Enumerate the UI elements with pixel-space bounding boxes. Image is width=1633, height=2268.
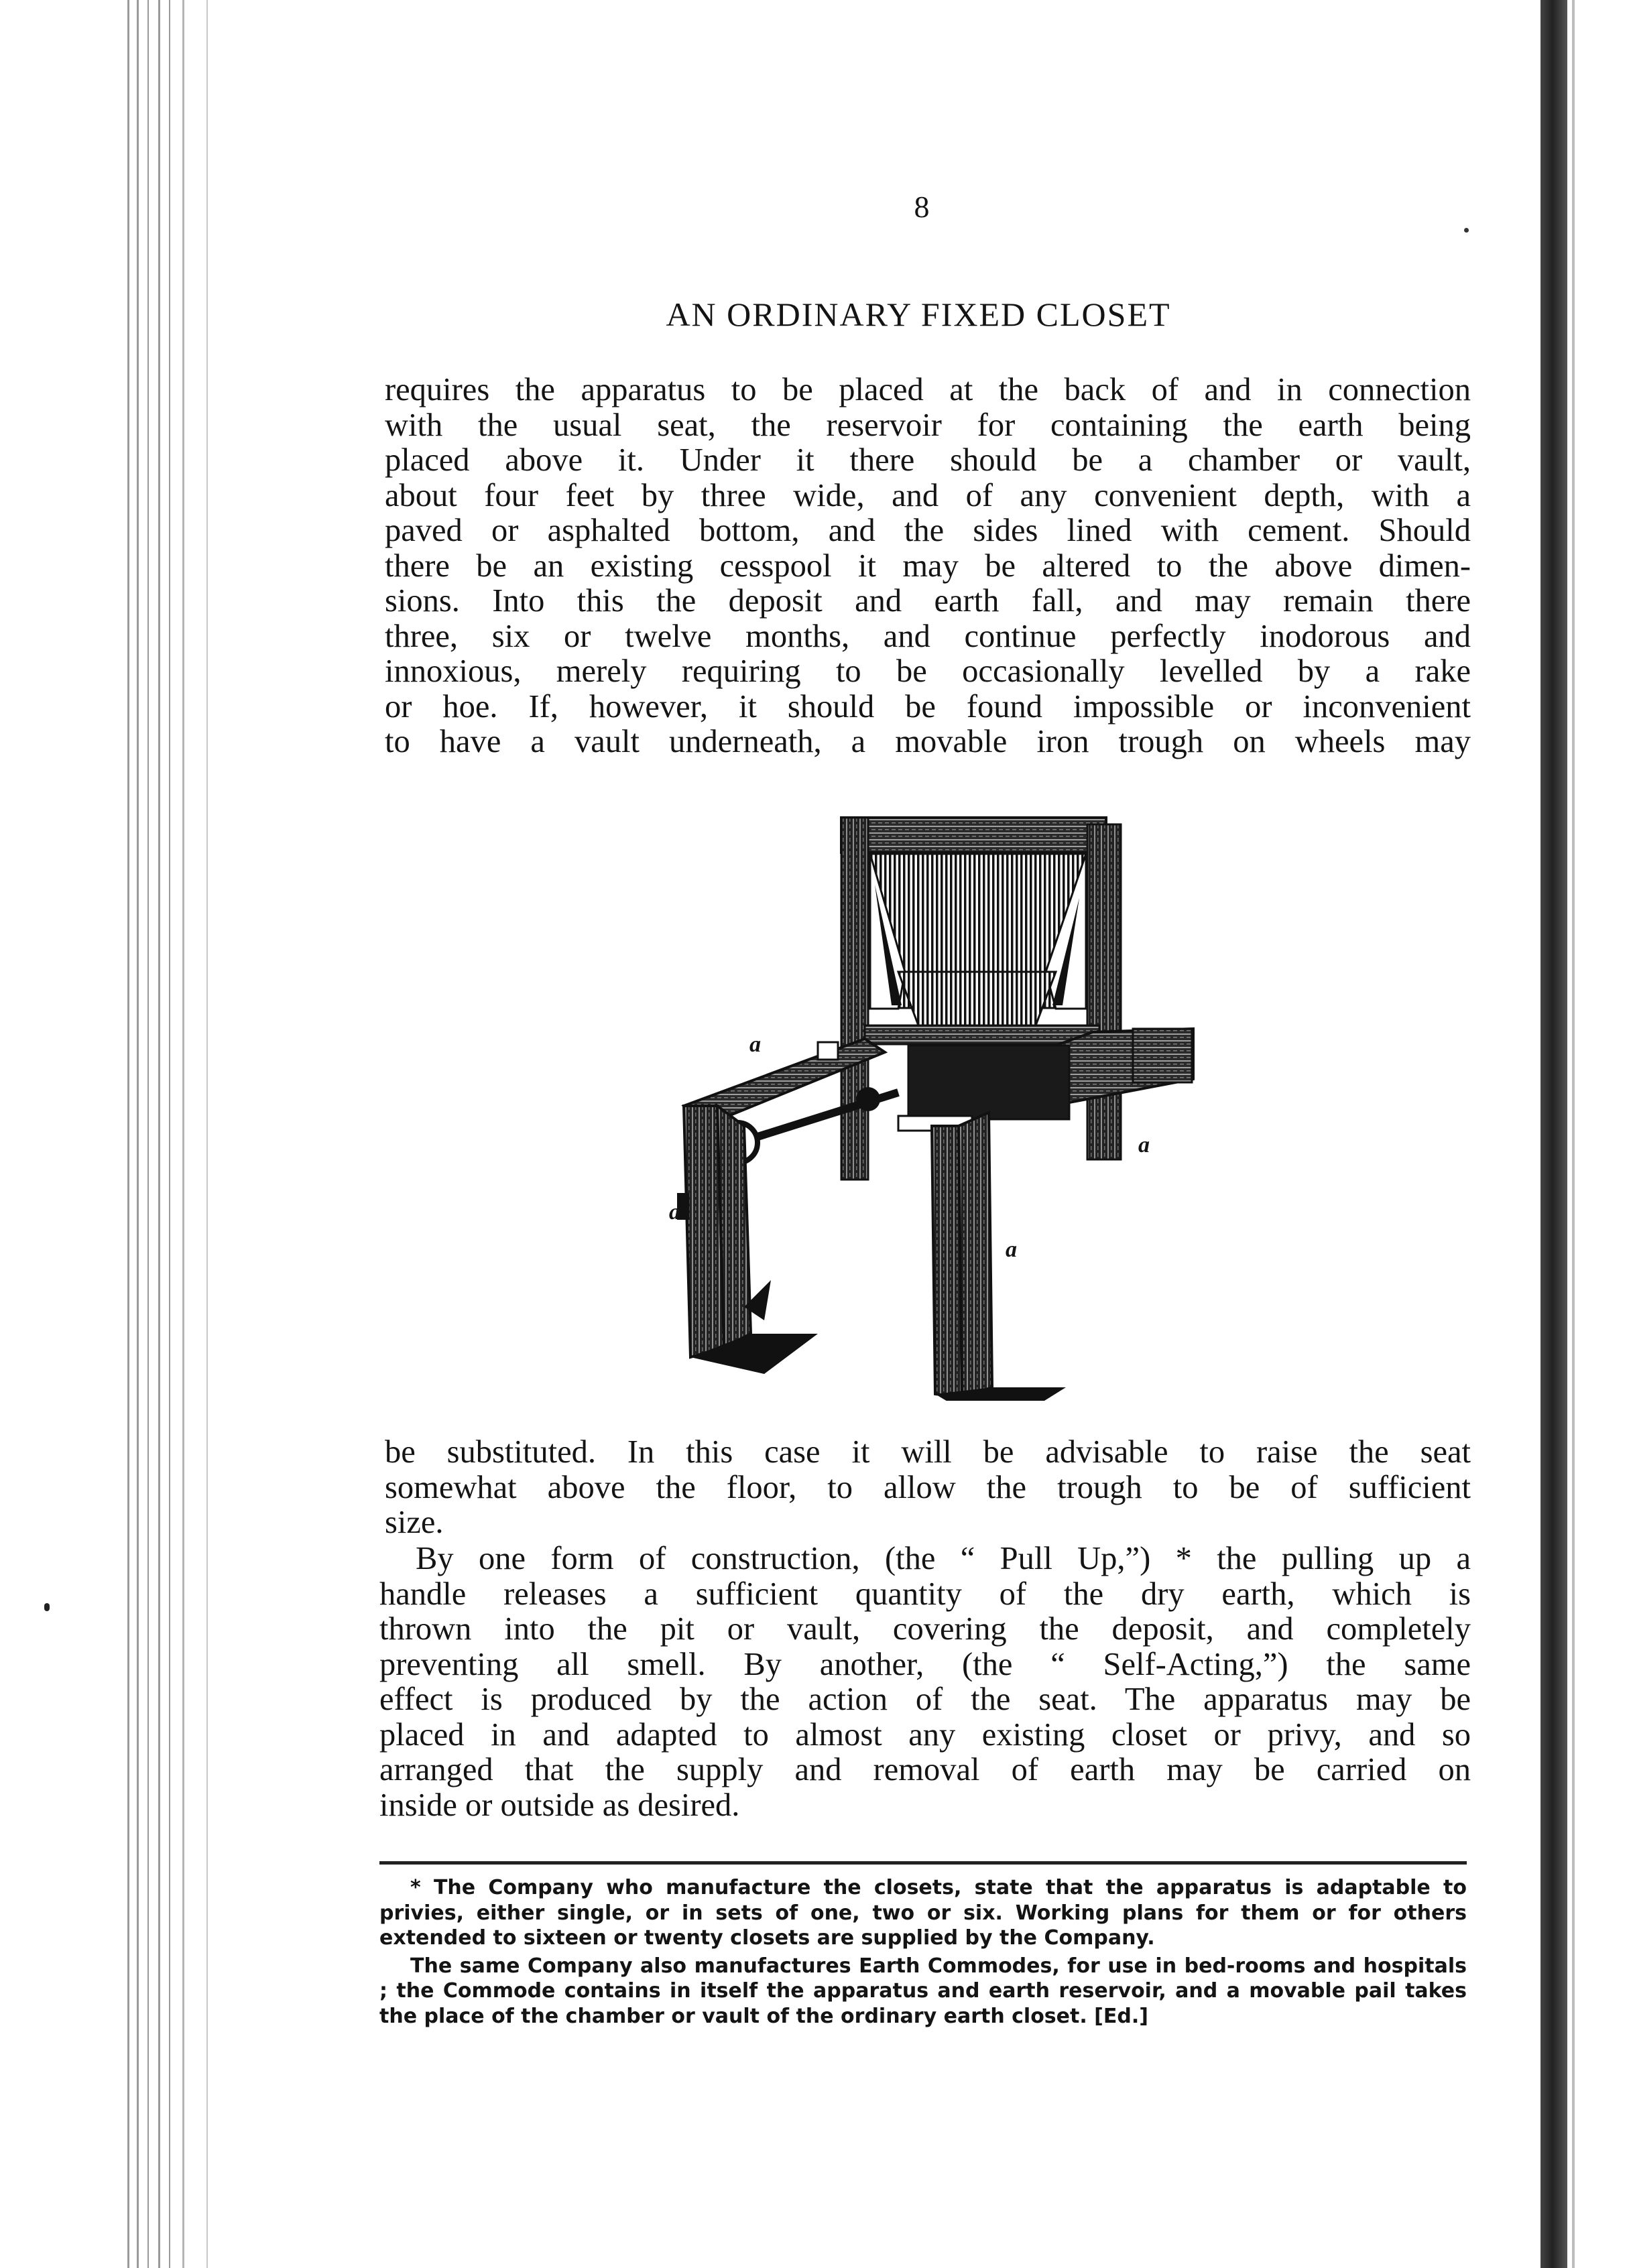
text-line: placed in and adapted to almost any existing closet or privy, and so bbox=[379, 1716, 1471, 1753]
text-line: there be an existing cesspool it may be altered to the above dimen- bbox=[385, 548, 1471, 584]
text-line: requires the apparatus to be placed at the back of and in connection bbox=[385, 372, 1471, 407]
text-line: preventing all smell. By another, (the “ Self-Acting,”) the same bbox=[379, 1646, 1471, 1682]
right-binding-shadow bbox=[1540, 0, 1567, 2268]
text-line: placed above it. Under it there should be a chamber or vault, bbox=[385, 442, 1471, 478]
footnote-divider bbox=[379, 1861, 1467, 1865]
text-line: sions. Into this the deposit and earth fall, and may remain there bbox=[385, 583, 1471, 619]
figure-label: a bbox=[749, 1032, 761, 1057]
page-number: 8 bbox=[914, 190, 930, 224]
text-line: about four feet by three wide, and of any convenient depth, with a bbox=[385, 477, 1471, 513]
text-line: handle releases a sufficient quantity of the dry earth, which is bbox=[379, 1576, 1471, 1612]
text-line: to have a vault underneath, a movable iron trough on wheels may bbox=[385, 724, 1471, 759]
footnote-2: The same Company also manufactures Earth Commodes, for use in bed-rooms and hospitals ; the Commode contains in itself the apparatus and earth reservoir, and a movable pail takes the place of the chamber or vault of the ordinary earth closet. [Ed.] bbox=[379, 1954, 1467, 2028]
closet-apparatus-illustration bbox=[664, 811, 1200, 1401]
text-line: innoxious, merely requiring to be occasionally levelled by a rake bbox=[385, 653, 1471, 689]
text-line: somewhat above the floor, to allow the trough to be of sufficient bbox=[385, 1469, 1471, 1505]
figure-label: a bbox=[1006, 1237, 1017, 1262]
text-line: effect is produced by the action of the seat. The apparatus may be bbox=[379, 1682, 1471, 1717]
right-page-edge bbox=[1572, 0, 1575, 2268]
text-line: or hoe. If, however, it should be found impossible or inconvenient bbox=[385, 688, 1471, 724]
paragraph-1 bbox=[385, 373, 1471, 760]
text-line: By one form of construction, (the “ Pull Up,”) * the pulling up a bbox=[416, 1541, 1471, 1576]
section-heading: AN ORDINARY FIXED CLOSET bbox=[666, 296, 1171, 333]
text-line: thrown into the pit or vault, covering the deposit, and completely bbox=[379, 1611, 1471, 1647]
paragraph-2 bbox=[385, 1435, 1471, 1541]
text-line: arranged that the supply and removal of earth may be carried on bbox=[379, 1752, 1471, 1787]
figure-label: a bbox=[1138, 1133, 1150, 1157]
text-line: paved or asphalted bottom, and the sides lined with cement. Should bbox=[385, 513, 1471, 548]
margin-dot bbox=[1464, 228, 1469, 233]
text-line: inside or outside as desired. bbox=[379, 1787, 740, 1823]
text-line: three, six or twelve months, and continue perfectly inodorous and bbox=[385, 618, 1471, 654]
footnote-1: * The Company who manufacture the closets, state that the apparatus is adaptable to privies, either single, or in sets of one, two or six. Working plans for them or for others extended to sixteen or twenty closets are supplied by the Company. bbox=[379, 1876, 1467, 1950]
text-line: size. bbox=[385, 1505, 444, 1540]
page-stack-edges bbox=[127, 0, 228, 2268]
margin-mark bbox=[44, 1603, 50, 1611]
engraving-svg bbox=[664, 811, 1200, 1401]
figure-label: a bbox=[669, 1200, 680, 1224]
text-line: with the usual seat, the reservoir for containing the earth being bbox=[385, 407, 1471, 443]
footnotes bbox=[379, 1875, 1467, 2029]
text-line: be substituted. In this case it will be advisable to raise the seat bbox=[385, 1434, 1471, 1470]
paragraph-3 bbox=[379, 1541, 1471, 1823]
